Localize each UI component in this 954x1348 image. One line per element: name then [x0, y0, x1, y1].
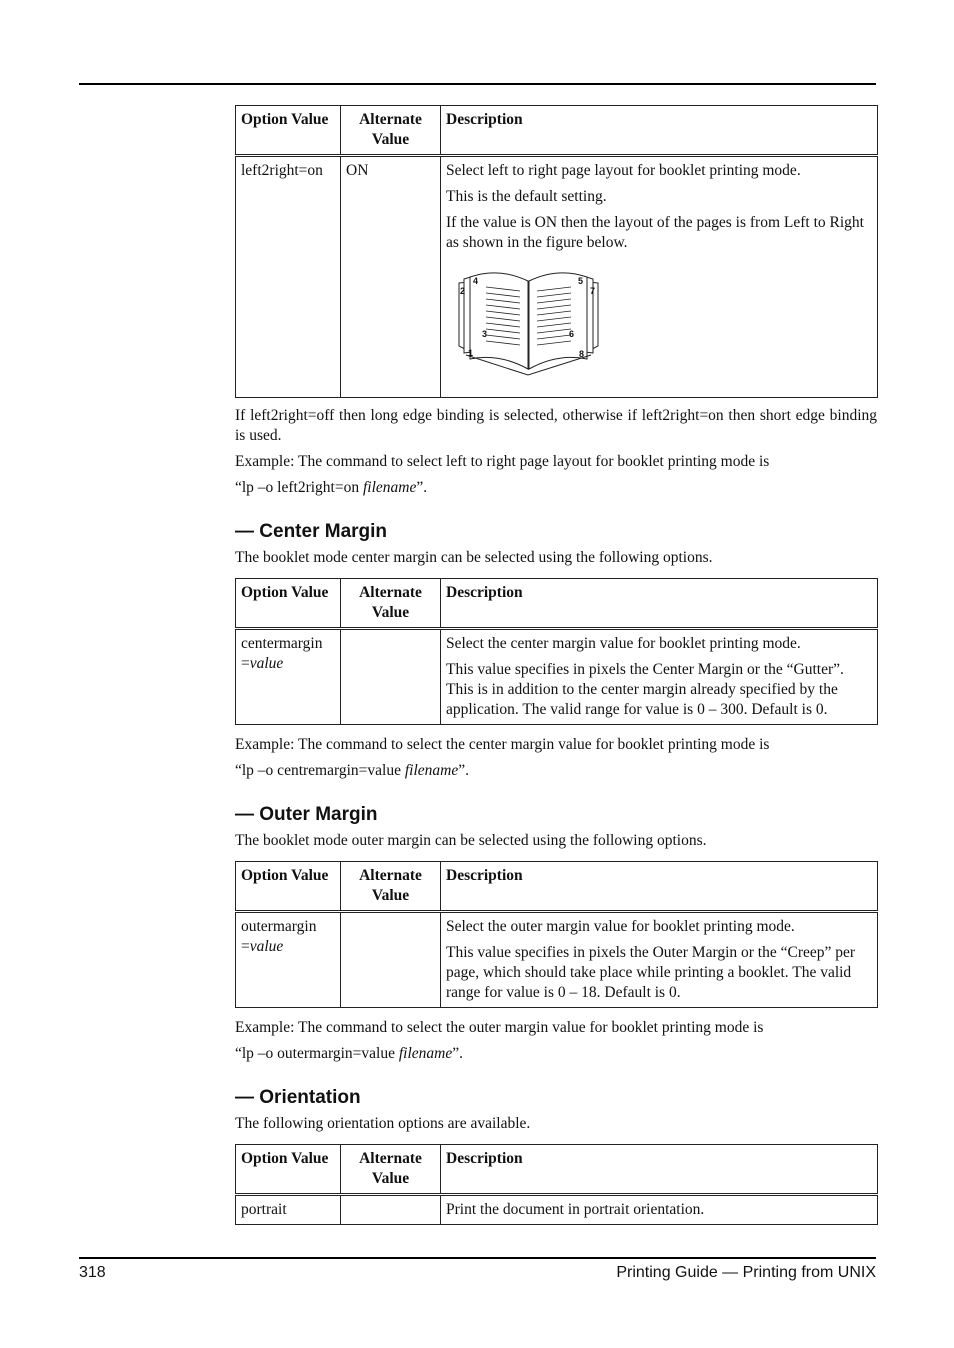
option-value-line — [241, 937, 335, 957]
alternate-cell: ON — [341, 156, 441, 398]
svg-text:8: 8 — [579, 349, 585, 359]
example-command — [235, 1044, 877, 1064]
option-value-line — [241, 654, 335, 674]
command-suffix: ”. — [452, 1045, 463, 1062]
alternate-cell — [341, 1195, 441, 1225]
desc-line: Select the outer margin value for booklet printing mode. — [446, 918, 795, 935]
command-text: “lp –o centremargin=value — [235, 762, 405, 779]
svg-text:6: 6 — [569, 329, 575, 339]
alternate-cell — [341, 629, 441, 725]
command-text: “lp –o left2right=on — [235, 479, 363, 496]
option-cell — [236, 629, 341, 725]
header-option-value: Option Value — [236, 862, 341, 912]
header-alternate-value: Alternate Value — [341, 106, 441, 156]
page-content — [235, 105, 877, 1225]
description-cell — [441, 912, 878, 1008]
description-cell — [441, 629, 878, 725]
command-suffix: ”. — [416, 479, 428, 496]
option-eq: = — [241, 655, 250, 672]
open-book-illustration — [456, 271, 601, 381]
example-command — [235, 761, 877, 781]
command-filename: filename — [398, 1045, 453, 1062]
table-row — [236, 1195, 878, 1225]
header-alternate-value: Alternate Value — [341, 1145, 441, 1195]
left2right-table — [235, 105, 878, 398]
desc-line: Select left to right page layout for booklet printing mode. — [446, 162, 801, 179]
table-header-row — [236, 106, 878, 156]
table-row — [236, 629, 878, 725]
outer-margin-intro: The booklet mode outer margin can be selected using the following options. — [235, 832, 707, 849]
svg-text:5: 5 — [578, 276, 584, 286]
command-suffix: ”. — [458, 762, 469, 779]
svg-text:1: 1 — [468, 348, 474, 358]
svg-text:4: 4 — [473, 276, 479, 286]
option-cell: left2right=on — [236, 156, 341, 398]
command-filename: filename — [404, 762, 459, 779]
command-filename: filename — [362, 479, 417, 496]
header-description: Description — [441, 579, 878, 629]
description-cell — [441, 156, 878, 398]
footer-rule — [79, 1257, 876, 1259]
option-name: centermargin — [241, 635, 323, 652]
option-cell: portrait — [236, 1195, 341, 1225]
option-eq: = — [241, 938, 250, 955]
svg-text:2: 2 — [460, 286, 466, 296]
orientation-table — [235, 1144, 878, 1225]
option-cell — [236, 912, 341, 1008]
desc-line: This value specifies in pixels the Outer Margin or the “Creep” per page, which should take place while printing a booklet. The valid range for value is 0 – 18. Default is 0. — [446, 944, 856, 1001]
example-intro: Example: The command to select left to right page layout for booklet printing mode is — [235, 453, 770, 470]
desc-line: Select the center margin value for booklet printing mode. — [446, 635, 801, 652]
option-value-placeholder: value — [249, 938, 284, 955]
header-description: Description — [441, 1145, 878, 1195]
center-margin-table — [235, 578, 878, 725]
outer-margin-table — [235, 861, 878, 1008]
outer-margin-heading: — Outer Margin — [235, 804, 378, 825]
header-option-value: Option Value — [236, 579, 341, 629]
header-alternate-value: Alternate Value — [341, 862, 441, 912]
desc-line: This value specifies in pixels the Center Margin or the “Gutter”. This is in addition to the center margin already specified by the application. The valid range for value is 0 – 300. Default is 0. — [446, 661, 844, 718]
example-command — [235, 478, 877, 498]
desc-line: This is the default setting. — [446, 188, 607, 205]
header-option-value: Option Value — [236, 1145, 341, 1195]
header-alternate-value: Alternate Value — [341, 579, 441, 629]
svg-text:7: 7 — [590, 286, 596, 296]
example-intro: Example: The command to select the center margin value for booklet printing mode is — [235, 736, 770, 753]
command-text: “lp –o outermargin=value — [235, 1045, 399, 1062]
description-cell: Print the document in portrait orientation. — [441, 1195, 878, 1225]
page-number: 318 — [79, 1264, 106, 1281]
center-margin-intro: The booklet mode center margin can be selected using the following options. — [235, 549, 713, 566]
example-intro: Example: The command to select the outer margin value for booklet printing mode is — [235, 1019, 764, 1036]
header-option-value: Option Value — [236, 106, 341, 156]
header-rule — [79, 83, 876, 85]
table-row — [236, 912, 878, 1008]
option-value-placeholder: value — [249, 655, 284, 672]
orientation-heading: — Orientation — [235, 1087, 361, 1108]
binding-note: If left2right=off then long edge binding is selected, otherwise if left2right=on then short edge binding is used. — [235, 407, 877, 444]
header-description: Description — [441, 106, 878, 156]
svg-text:3: 3 — [482, 329, 488, 339]
table-header-row — [236, 862, 878, 912]
booklet-figure — [456, 271, 872, 387]
footer-title: Printing Guide — Printing from UNIX — [616, 1264, 876, 1281]
desc-line: If the value is ON then the layout of the pages is from Left to Right as shown in the figure below. — [446, 214, 864, 251]
alternate-cell — [341, 912, 441, 1008]
table-row — [236, 156, 878, 398]
header-description: Description — [441, 862, 878, 912]
table-header-row — [236, 1145, 878, 1195]
center-margin-heading: — Center Margin — [235, 521, 388, 542]
orientation-intro: The following orientation options are available. — [235, 1115, 531, 1132]
table-header-row — [236, 579, 878, 629]
option-name: outermargin — [241, 918, 317, 935]
